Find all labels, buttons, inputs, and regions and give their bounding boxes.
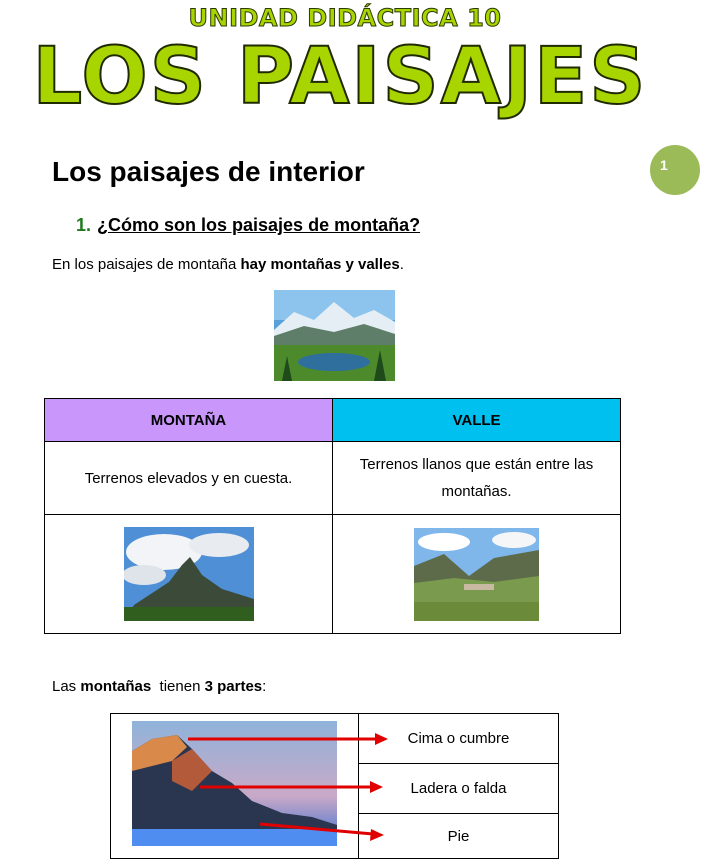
unit-title: UNIDAD DIDÁCTICA 10 bbox=[188, 4, 502, 32]
montana-description: Terrenos elevados y en cuesta. bbox=[45, 442, 333, 515]
parts-intro-suffix: : bbox=[262, 678, 267, 695]
intro-bold: hay montañas y valles bbox=[240, 256, 400, 273]
montana-image-cell bbox=[45, 515, 333, 634]
valle-description: Terrenos llanos que están entre las montañas. bbox=[333, 442, 621, 515]
parts-intro-middle: tienen bbox=[151, 678, 205, 695]
question-heading bbox=[76, 215, 420, 236]
valle-image-cell bbox=[333, 515, 621, 634]
page-number-badge: 1 bbox=[650, 145, 700, 195]
part-cima: Cima o cumbre bbox=[359, 714, 559, 764]
intro-suffix: . bbox=[399, 256, 404, 273]
mountain-parts-photo bbox=[132, 721, 337, 846]
intro-paragraph bbox=[52, 256, 404, 273]
intro-prefix: En los paisajes de montaña bbox=[52, 256, 241, 273]
comparison-table bbox=[44, 398, 621, 634]
valley-photo bbox=[414, 528, 539, 621]
parts-intro-bold2: 3 partes bbox=[204, 678, 263, 695]
mountain-peak-photo bbox=[124, 527, 254, 621]
header-montana: MONTAÑA bbox=[45, 399, 333, 442]
parts-intro-prefix: Las bbox=[52, 678, 81, 695]
header-valle: VALLE bbox=[333, 399, 621, 442]
question-number: 1. bbox=[76, 215, 92, 235]
main-title: LOS PAISAJES bbox=[32, 32, 648, 122]
parts-intro-bold1: montañas bbox=[80, 678, 152, 695]
section-title: Los paisajes de interior bbox=[52, 156, 365, 187]
question-text: ¿Cómo son los paisajes de montaña? bbox=[97, 215, 421, 235]
mountain-lake-photo bbox=[274, 290, 395, 381]
part-ladera: Ladera o falda bbox=[359, 764, 559, 814]
parts-intro bbox=[52, 678, 266, 695]
part-pie: Pie bbox=[359, 814, 559, 859]
